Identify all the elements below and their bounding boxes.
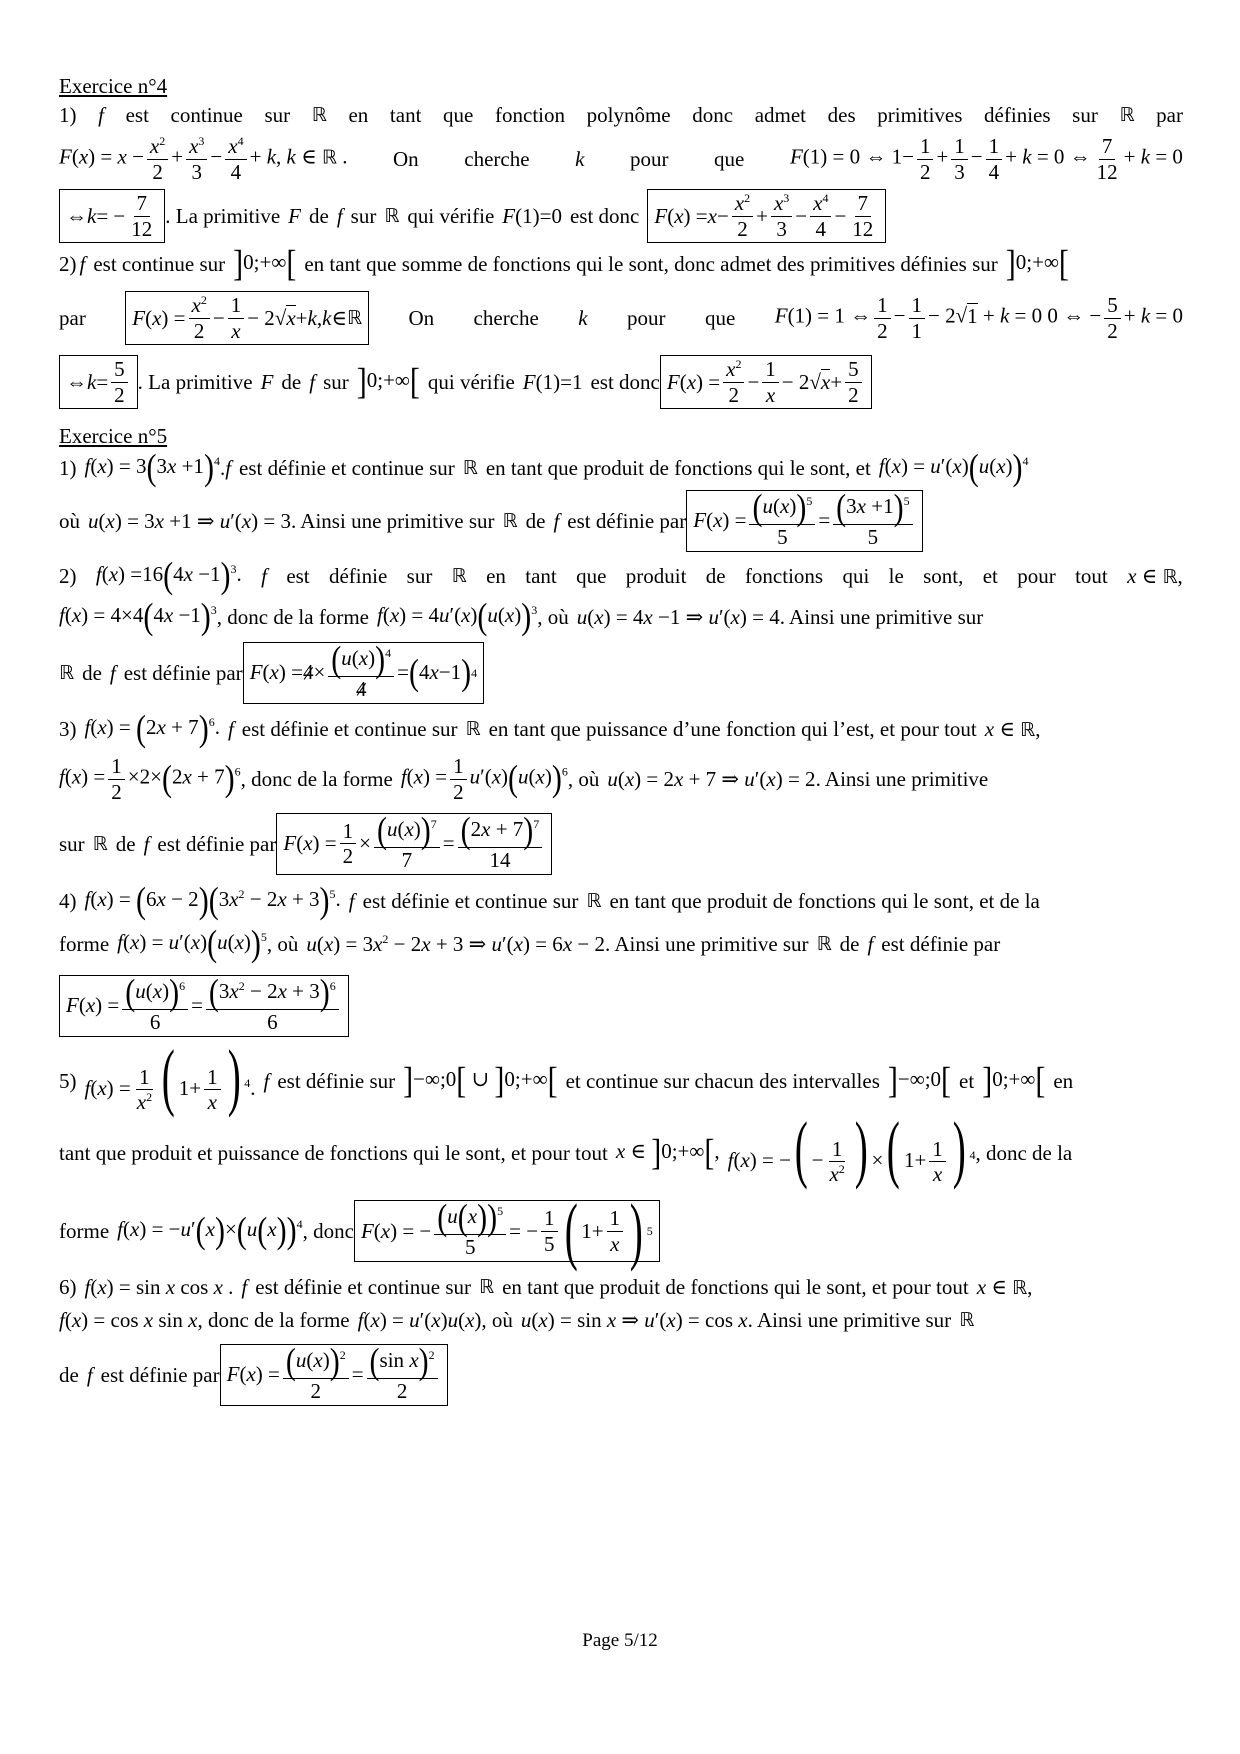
formula-F1-eq: F(1) = 0 ⇔ 1− $\frac{1}{2}$ + $\frac{1}{3}$ − $\frac{1}{4}$ + k = 0 ⇔ $\frac{7}{12}$ + k = 0: [789, 134, 1183, 184]
boxed-k-value: ⇔ k = − $\frac{7}{12}$: [59, 189, 165, 242]
ex4-q1-line1: 1) f est continue sur ℝ en tant que fonction polynôme donc admet des primitives définies sur ℝ par: [59, 102, 1183, 127]
formula-F-general: F(x) = x − $\frac{x^2}{2}$ + $\frac{x^3}{3}$ − $\frac{x^4}{4}$ + k, k ∈ ℝ .: [59, 134, 348, 184]
ex5-q4-line2: forme $f(x) = u'(x)(u(x))^5$ , où $u(x) = 3x^2 - 2x + 3$ ⇒ u′(x) = 6x − 2 . Ainsi une primitive sur ℝ de f est définie par: [59, 922, 1001, 964]
ex5-q6-line1: 6) f(x) = sin x cos x . f est définie et continue sur ℝ en tant que produit de fonctions qui le sont, et pour tout x ∈ ℝ,: [59, 1274, 1033, 1299]
ex5-q1-line2: où u(x) = 3x +1 ⇒ u′(x) = 3 . Ainsi une primitive sur ℝ de f est définie par F ( x ) = $\frac{(u(x))^5}{5}$ = $\frac{(3x +1)^5}{5}$: [59, 486, 1183, 556]
boxed-primitive-1: F ( x ) = x − $\frac{x^2}{2}$ + $\frac{x^3}{3}$ − $\frac{x^4}{4}$ − $\frac{7}{12}$: [647, 189, 886, 242]
ex4-q1-line2: F(x) = x − $\frac{x^2}{2}$ + $\frac{x^3}{3}$ − $\frac{x^4}{4}$ + k, k ∈ ℝ . On cherche k pour que F(1) = 0 ⇔ 1− $\frac{1}{2}$ + $\frac{1}{3}$ − $\frac{1}{4}$ + k = 0 ⇔ $\frac{7}{12}$ + k = 0: [59, 134, 1183, 184]
ex5-q4-line1: 4) $f(x) = (6x - 2)(3x^2 - 2x + 3)^5$. f est définie et continue sur ℝ en tant que produit de fonctions qui le sont, et de la: [59, 879, 1040, 921]
ex5-q3-line2: f(x) = $\frac{1}{2}$ $\times 2\times(2x + 7)^6$ , donc de la forme f(x) = $\frac{1}{2}$ $u'(x)(u(x))^6$ , où u(x) = 2x + 7 ⇒ u′(x) = 2 . Ainsi une primitive: [59, 754, 989, 804]
exercise-5-title: Exercice n°5: [59, 424, 168, 448]
ex5-q3-line1: 3) $f(x) = (2x + 7)^6$. f est définie et continue sur ℝ en tant que puissance d’une fonction qui l’est, et pour tout x ∈ ℝ,: [59, 707, 1041, 749]
ex4-q2-line2: par F ( x ) = $\frac{x^2}{2}$ − $\frac{1}{x}$ − 2√ x + k , k ∈ ℝ On cherche k pour que F(1) = 1 ⇔ $\frac{1}{2}$ − $\frac{1}{1}$ − 2√1 + k = 0 0 ⇔ − $\frac{5}{2}$ + k = 0: [59, 284, 1183, 352]
ex5-q2-line3: ℝ de f est définie par F ( x ) = 4 × $\frac{(u(x))^4}{4}$ = ( 4 x −1 ) 4: [59, 638, 1183, 708]
ex4-q1-line3: ⇔ k = − $\frac{7}{12}$ . La primitive F de f sur ℝ qui vérifie F (1)=0 est donc F ( x ) = x − $\frac{x^2}{2}$ + $\frac{x^3}{3}$ − $\frac{x^4}{4}$ − $\frac{7}{12}$: [59, 188, 1183, 244]
exercise-4-title: Exercice n°4: [59, 74, 168, 98]
ex5-q2-line1: 2) $f(x) =16(4x -1)^3$. f est définie sur ℝ en tant que produit de fonctions qui le sont, et pour tout x ∈ ℝ,: [59, 554, 1183, 596]
ex4-q2-line1: 2) f est continue sur ]0;+∞[ en tant que somme de fonctions qui le sont, donc admet des primitives définies sur ]0;+∞[: [59, 242, 1069, 284]
page-number: Page 5/12: [582, 1630, 658, 1651]
boxed-primitive-5-3: F ( x ) = $\frac{1}{2}$ × $\frac{(u(x))^7}{7}$ = $\frac{(2x + 7)^7}{14}$: [276, 813, 552, 874]
ex5-q4-line3: [59, 966, 1183, 1046]
ex5-q1-line1: 1) $f(x) = 3(3x +1)^4$ . f est définie et continue sur ℝ en tant que produit de fonctions qui le sont, et $f(x) = u'(x)(u(x))^4$: [59, 446, 1029, 488]
boxed-primitive-5-4: F ( x ) = $\frac{(u(x))^6}{6}$ = $\frac{(3x^2 - 2x + 3)^6}{6}$: [59, 975, 349, 1036]
ex4-q2-line3: ⇔ k = $\frac{5}{2}$ . La primitive F de f sur ]0;+∞[ qui vérifie F (1)=1 est donc F ( x ) = $\frac{x^2}{2}$ − $\frac{1}{x}$ − 2√ x + $\frac{5}{2}$: [59, 352, 1183, 412]
boxed-primitive-5-2: F ( x ) = 4 × $\frac{(u(x))^4}{4}$ = ( 4 x −1 ) 4: [243, 642, 484, 703]
page-content: [59, 72, 1183, 1412]
ex5-q2-line2: $f(x) = 4\times 4(4x -1)^3$ , donc de la forme $f(x) = 4u'(x)(u(x))^3$ , où u(x) = 4x −1 ⇒ u′(x) = 4 . Ainsi une primitive sur: [59, 595, 984, 637]
formula-F1-eq-2: F(1) = 1 ⇔ $\frac{1}{2}$ − $\frac{1}{1}$ − 2√1 + k = 0 0 ⇔ − $\frac{5}{2}$ + k = 0: [774, 293, 1183, 343]
boxed-F-general-2: F ( x ) = $\frac{x^2}{2}$ − $\frac{1}{x}$ − 2√ x + k , k ∈ ℝ: [125, 291, 369, 344]
ex5-q6-line2: f(x) = cos x sin x , donc de la forme f(x) = u′(x)u(x) , où u(x) = sin x ⇒ u′(x) = cos x . Ainsi une primitive sur ℝ: [59, 1307, 975, 1332]
boxed-k-value-2: ⇔ k = $\frac{5}{2}$: [59, 355, 138, 408]
boxed-primitive-2: F ( x ) = $\frac{x^2}{2}$ − $\frac{1}{x}$ − 2√ x + $\frac{5}{2}$: [660, 355, 872, 408]
ex5-q5-line3: forme $f(x) = -u'(x)\times(u(x))^4$ , donc F ( x ) = − $\frac{(u(x))^5}{5}$ = − $\frac{1}{5}$ ( 1+ $\frac{1}{x}$ ) 5: [59, 1190, 1183, 1272]
boxed-primitive-5-1: F ( x ) = $\frac{(u(x))^5}{5}$ = $\frac{(3x +1)^5}{5}$: [686, 490, 922, 551]
boxed-primitive-5-6: F ( x ) = $\frac{(u(x))^2}{2}$ = $\frac{(\sin x)^2}{2}$: [220, 1344, 448, 1405]
ex5-q5-line2: tant que produit et puissance de fonctions qui le sont, et pour tout x ∈ ]0;+∞[, f(x) = −( − $\frac{1}{x^2}$ ) ×( 1+ $\frac{1}{x}$ ) $^4$ , donc de la: [59, 1106, 1073, 1191]
ex5-q6-line3: de f est définie par F ( x ) = $\frac{(u(x))^2}{2}$ = $\frac{(\sin x)^2}{2}$: [59, 1338, 1183, 1412]
ex5-q5-line1: 5) f(x) = $\frac{1}{x^2}$ ( 1+ $\frac{1}{x}$ ) $^4$. f est définie sur ]−∞;0[ ∪ ]0;+∞[ et continue sur chacun des intervalles ]−∞;0[ et ]0;+∞[ en: [59, 1034, 1074, 1119]
boxed-primitive-5-5: F ( x ) = − $\frac{(u(x))^5}{5}$ = − $\frac{1}{5}$ ( 1+ $\frac{1}{x}$ ) 5: [354, 1200, 660, 1262]
ex5-q3-line3: sur ℝ de f est définie par F ( x ) = $\frac{1}{2}$ × $\frac{(u(x))^7}{7}$ = $\frac{(2x + 7)^7}{14}$: [59, 808, 1183, 880]
